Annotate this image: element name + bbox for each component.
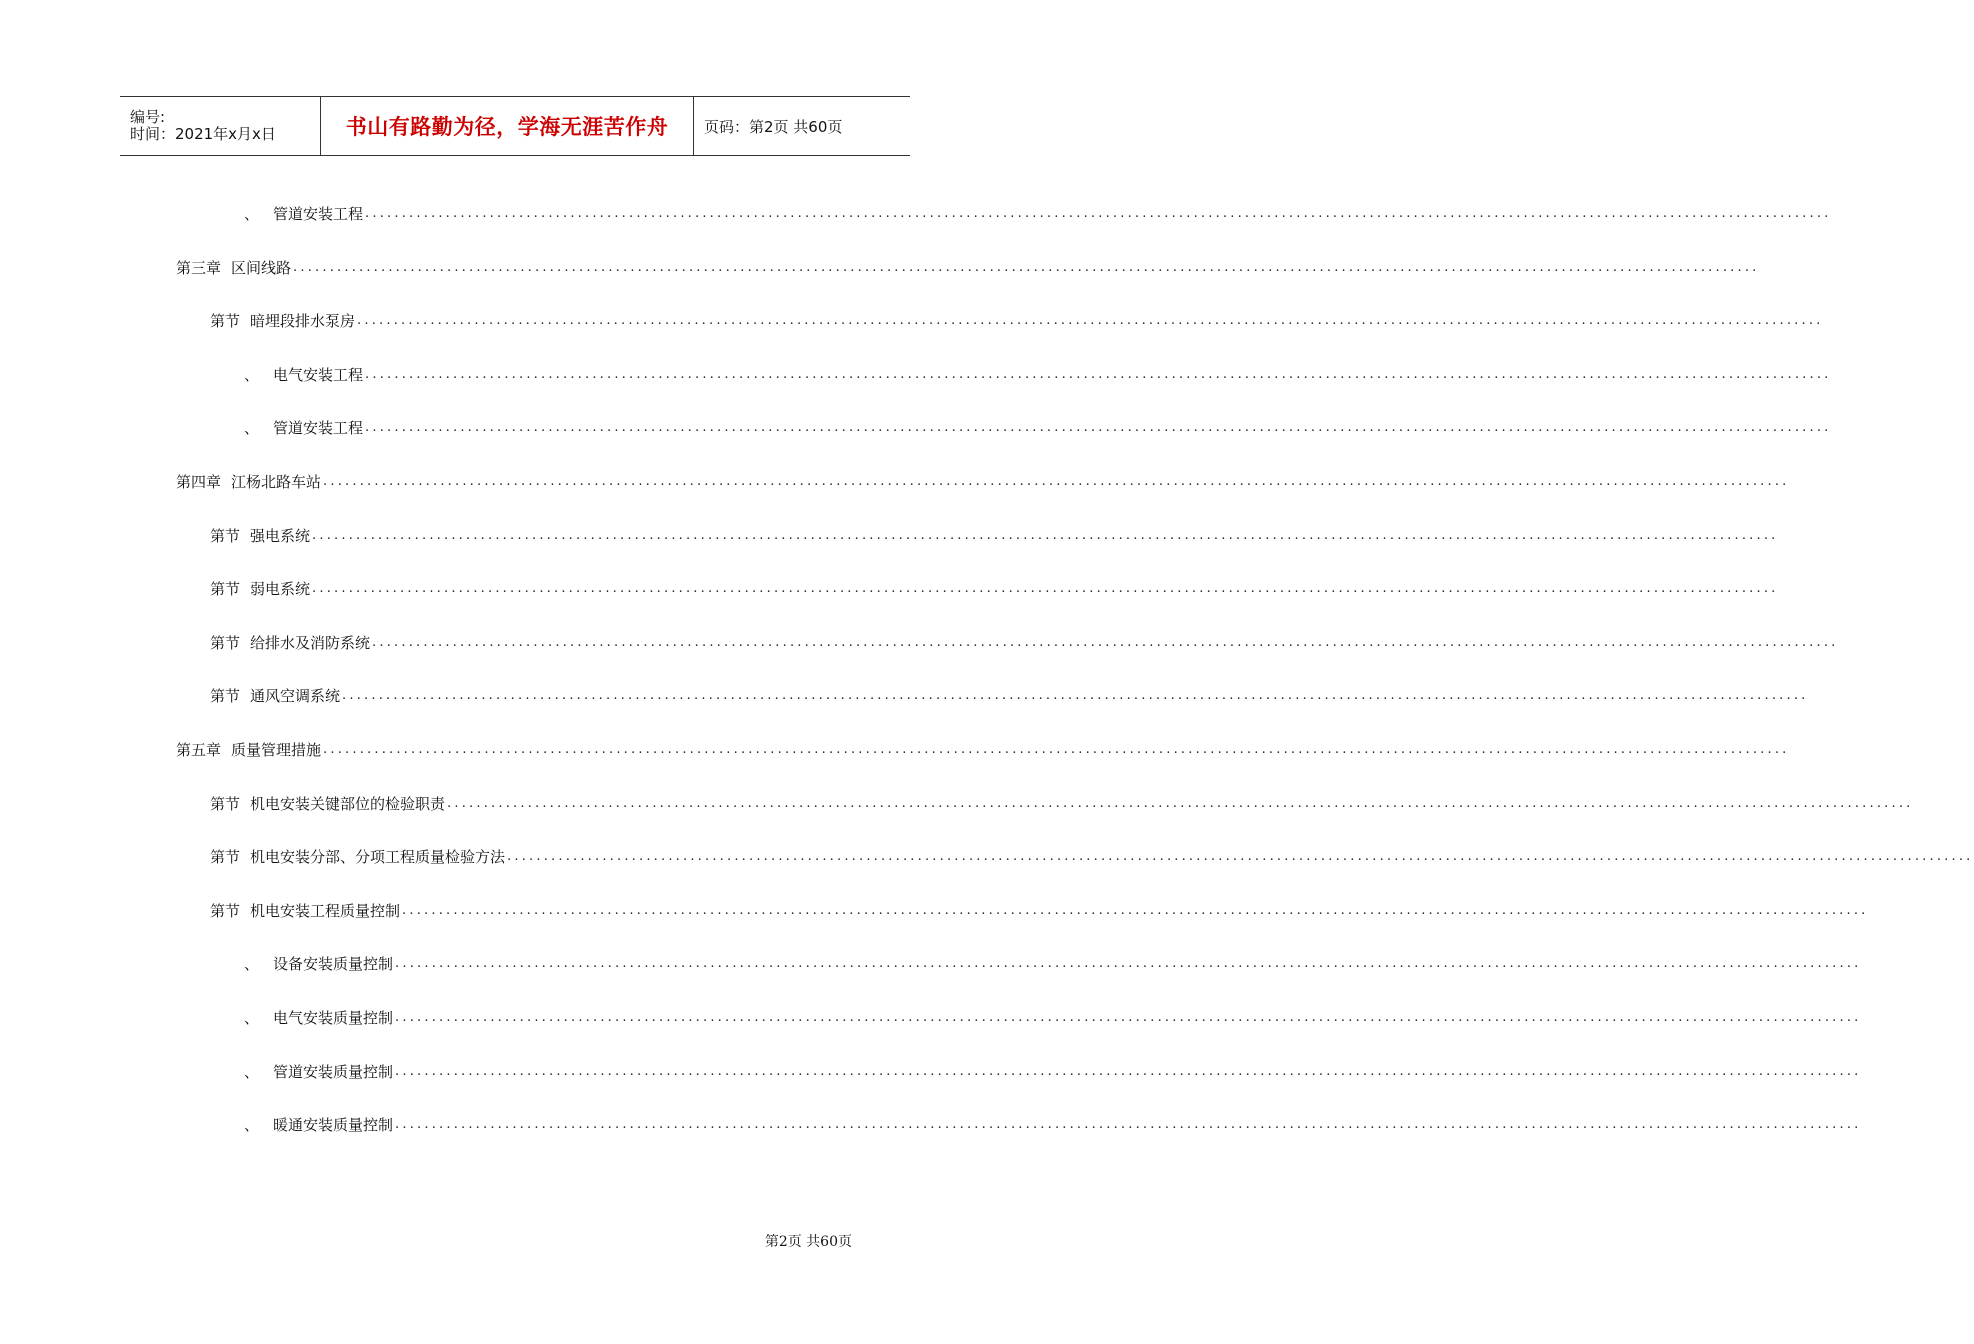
toc-entry-title: 暗埋段排水泵房 (250, 312, 356, 331)
toc-entry-prefix: 、 (244, 205, 260, 223)
toc-leader-dots: ........................................................................................................................................................................................................ (395, 1063, 1862, 1079)
toc-entry-item[interactable] (244, 1111, 1862, 1135)
toc-entry-prefix: 第四章 (176, 473, 222, 491)
toc-entry-title: 通风空调系统 (250, 687, 341, 706)
toc-entry-item[interactable] (244, 1004, 1862, 1028)
toc-entry-section[interactable] (210, 629, 1839, 653)
toc-entry-item[interactable] (244, 361, 1832, 385)
toc-entry-title: 强电系统 (250, 526, 311, 545)
toc-entry-item[interactable] (244, 414, 1832, 438)
toc-entry-title: 江杨北路车站 (231, 473, 322, 491)
toc-entry-item[interactable] (244, 950, 1862, 974)
document-time-label: 时间：2021年x月x日 (130, 125, 276, 143)
toc-leader-dots: ........................................................................................................................................................................................................ (357, 313, 1824, 329)
toc-entry-prefix: 、 (244, 955, 260, 974)
toc-entry-title: 暖通安装质量控制 (273, 1116, 394, 1135)
toc-entry-section[interactable] (210, 575, 1779, 599)
toc-entry-title: 管道安装工程 (273, 205, 364, 223)
toc-leader-dots: ........................................................................................................................................................................................................ (402, 902, 1869, 918)
toc-entry-prefix: 第节 (210, 633, 241, 652)
header-motto-cell (321, 97, 694, 155)
header-page-info: 页码：第2页 共60页 (704, 117, 843, 136)
document-header (120, 96, 910, 156)
toc-entry-section[interactable] (210, 897, 1869, 921)
toc-leader-dots: ........................................................................................................................................................................................................ (372, 634, 1839, 650)
toc-entry-title: 管道安装工程 (273, 419, 364, 438)
toc-entry-prefix: 第节 (210, 580, 241, 599)
toc-entry-prefix: 第三章 (176, 258, 222, 277)
toc-leader-dots: ........................................................................................................................................................................................................ (447, 795, 1914, 811)
toc-entry-prefix: 、 (244, 1062, 260, 1081)
toc-entry-item[interactable] (244, 1058, 1862, 1082)
toc-entry-title: 机电安装工程质量控制 (250, 901, 401, 920)
footer-page-label: 第2页 共60页 (764, 1234, 852, 1250)
header-meta-cell (120, 97, 321, 155)
toc-entry-title: 区间线路 (231, 258, 292, 277)
toc-entry-title: 给排水及消防系统 (250, 633, 371, 652)
toc-entry-prefix: 第节 (210, 312, 241, 331)
toc-entry-prefix: 第节 (210, 526, 241, 545)
toc-entry-prefix: 第节 (210, 848, 241, 867)
toc-entry-prefix: 第五章 (176, 741, 222, 759)
toc-entry-title: 机电安装分部、分项工程质量检验方法 (250, 848, 506, 867)
header-motto: 书山有路勤为径，学海无涯苦作舟 (345, 115, 669, 139)
toc-leader-dots: ........................................................................................................................................................................................................ (312, 527, 1779, 543)
toc-entry-section[interactable] (210, 843, 1974, 867)
toc-leader-dots: ........................................................................................................................................................................................................ (293, 259, 1760, 275)
toc-entry-title: 电气安装工程 (273, 365, 364, 384)
toc-leader-dots: ........................................................................................................................................................................................................ (395, 956, 1862, 972)
toc-entry-prefix: 、 (244, 365, 260, 384)
document-number-label: 编号: (130, 108, 166, 126)
toc-entry-section[interactable] (210, 522, 1779, 546)
toc-entry-chapter[interactable] (176, 254, 1760, 278)
toc-entry-title: 管道安装质量控制 (273, 1062, 394, 1081)
toc-entry-title: 设备安装质量控制 (273, 955, 394, 974)
toc-entry-title: 弱电系统 (250, 580, 311, 599)
toc-leader-dots: ........................................................................................................................................................................................................ (365, 366, 1832, 382)
toc-entry-section[interactable] (210, 790, 1914, 814)
toc-leader-dots: ........................................................................................................................................................................................................ (365, 420, 1832, 436)
toc-leader-dots: ........................................................................................................................................................................................................ (395, 1010, 1862, 1025)
toc-entry-prefix: 第节 (210, 794, 241, 813)
toc-entry-prefix: 、 (244, 1116, 260, 1135)
toc-entry-item[interactable] (244, 200, 1832, 224)
toc-entry-title: 机电安装关键部位的检验职责 (250, 794, 446, 813)
toc-entry-prefix: 、 (244, 419, 260, 438)
toc-leader-dots: ........................................................................................................................................................................................................ (312, 581, 1779, 597)
header-page-cell (694, 97, 910, 155)
toc-entry-chapter[interactable] (176, 468, 1790, 492)
toc-entry-title: 质量管理措施 (231, 741, 322, 759)
toc-entry-section[interactable] (210, 682, 1809, 706)
page-footer (765, 1231, 852, 1251)
toc-entry-chapter[interactable] (176, 736, 1790, 760)
toc-entry-title: 电气安装质量控制 (273, 1009, 394, 1027)
toc-leader-dots: ........................................................................................................................................................................................................ (365, 206, 1832, 221)
toc-leader-dots: ........................................................................................................................................................................................................ (342, 688, 1809, 704)
toc-entry-section[interactable] (210, 307, 1824, 331)
toc-entry-prefix: 、 (244, 1009, 260, 1027)
toc-leader-dots: ........................................................................................................................................................................................................ (395, 1117, 1862, 1133)
toc-leader-dots: ........................................................................................................................................................................................................ (507, 849, 1974, 865)
toc-entry-prefix: 第节 (210, 901, 241, 920)
toc-leader-dots: ........................................................................................................................................................................................................ (323, 742, 1790, 757)
toc-entry-prefix: 第节 (210, 687, 241, 706)
toc-leader-dots: ........................................................................................................................................................................................................ (323, 474, 1790, 489)
